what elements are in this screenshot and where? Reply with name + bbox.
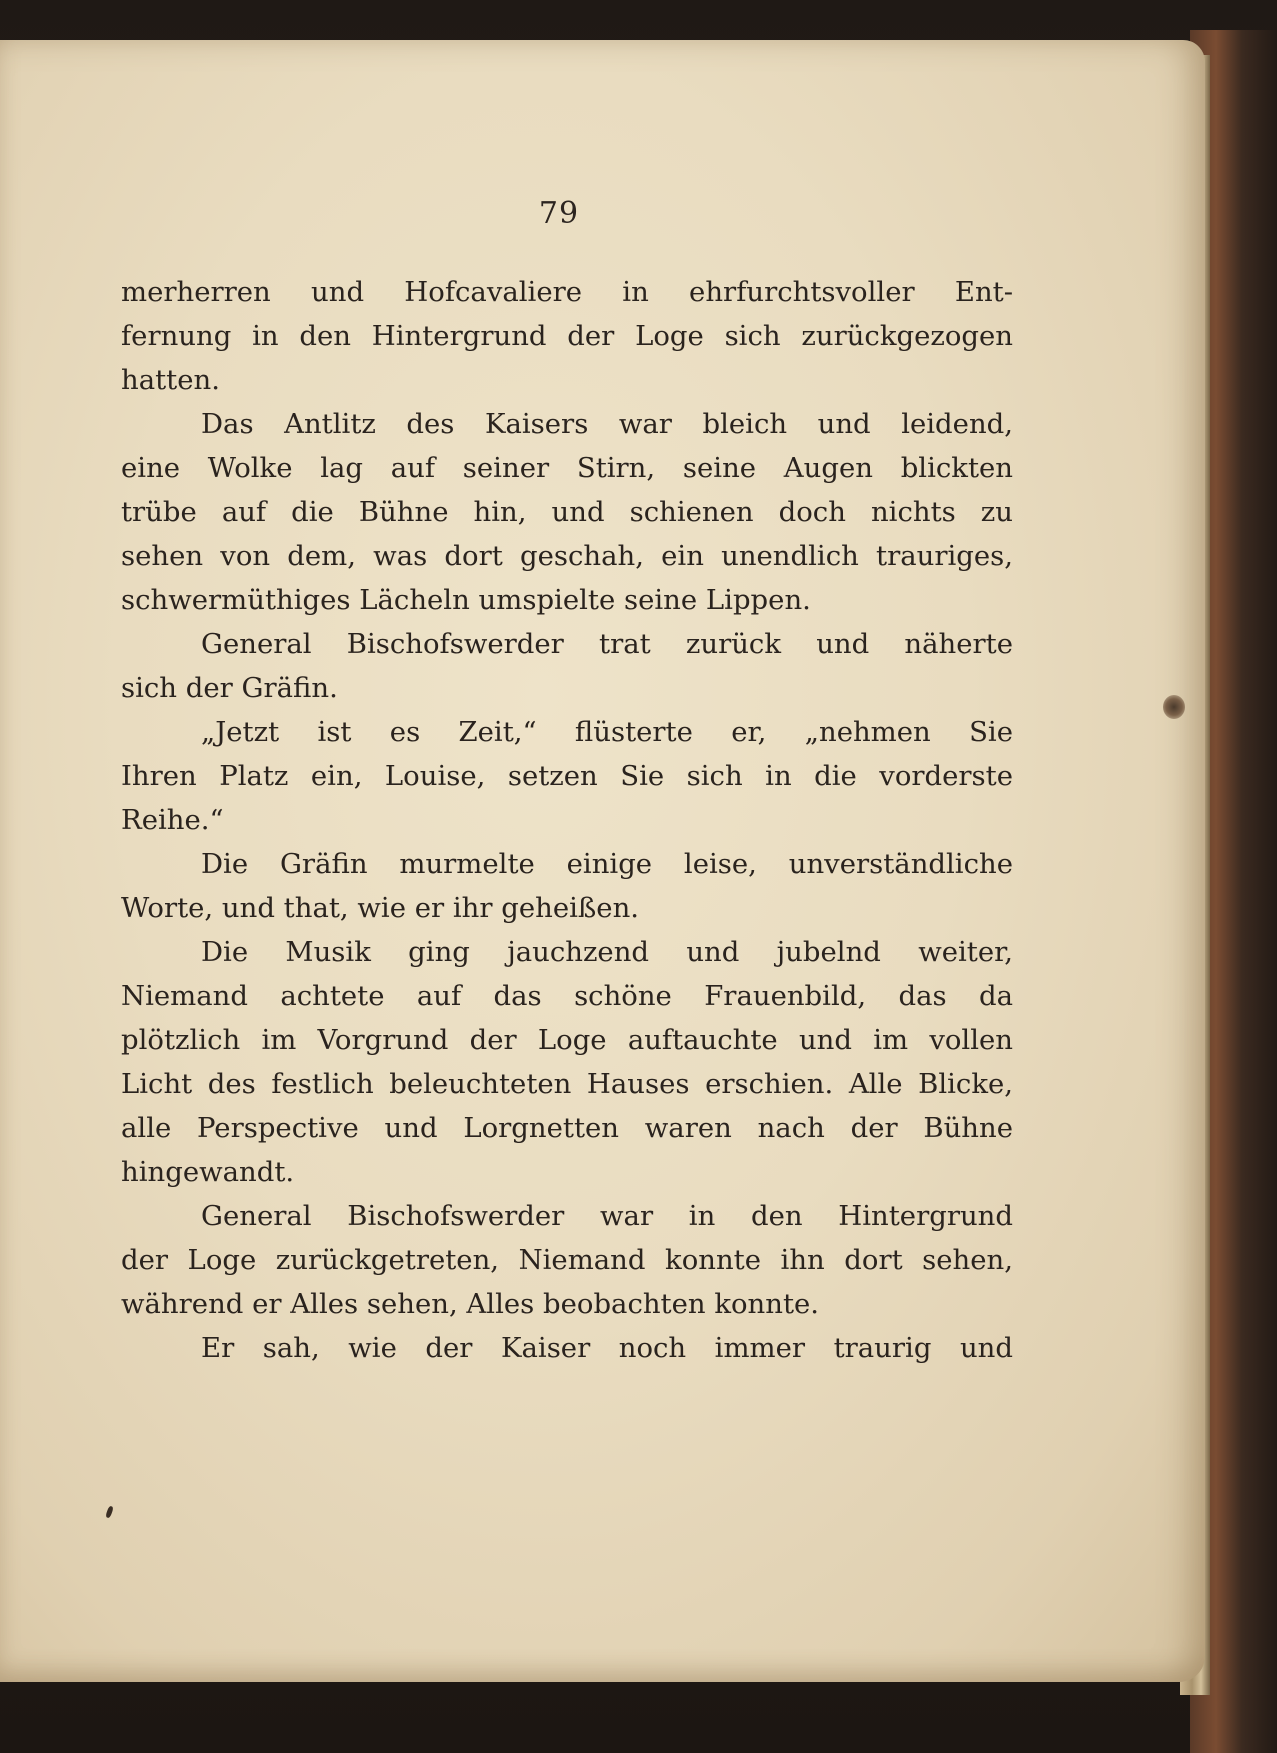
- text-line: schwermüthiges Lächeln umspielte seine Lippen.: [121, 584, 811, 616]
- text-line: sich der Gräfin.: [121, 672, 338, 704]
- text-line: „Jetzt ist es Zeit,“ flüsterte er, „nehmen Sie: [201, 716, 1013, 748]
- text-line: Die Musik ging jauchzend und jubelnd weiter,: [201, 936, 1013, 968]
- text-line: der Loge zurückgetreten, Niemand konnte ihn dort sehen,: [121, 1244, 1013, 1276]
- text-line: fernung in den Hintergrund der Loge sich zurückgezogen: [121, 320, 1013, 352]
- text-line: während er Alles sehen, Alles beobachten konnte.: [121, 1288, 820, 1320]
- page-body-text: [121, 270, 1013, 1370]
- text-line: hingewandt.: [121, 1156, 295, 1188]
- text-line: merherren und Hofcavaliere in ehrfurchtsvoller Ent-: [121, 276, 1013, 308]
- text-line: General Bischofswerder war in den Hintergrund: [201, 1200, 1013, 1232]
- text-line: General Bischofswerder trat zurück und näherte: [201, 628, 1013, 660]
- text-line: Das Antlitz des Kaisers war bleich und leidend,: [201, 408, 1013, 440]
- ink-speck: [105, 1506, 114, 1519]
- page-number: 79: [538, 196, 580, 231]
- text-line: alle Perspective und Lorgnetten waren nach der Bühne: [121, 1112, 1013, 1144]
- text-line: Worte, und that, wie er ihr geheißen.: [121, 892, 640, 924]
- text-line: Licht des festlich beleuchteten Hauses erschien. Alle Blicke,: [121, 1068, 1013, 1100]
- text-line: eine Wolke lag auf seiner Stirn, seine Augen blickten: [121, 452, 1013, 484]
- text-line: Niemand achtete auf das schöne Frauenbild, das da: [121, 980, 1013, 1012]
- text-line: hatten.: [121, 364, 220, 396]
- text-line: Die Gräfin murmelte einige leise, unverständliche: [201, 848, 1013, 880]
- foxing-stain: [1163, 695, 1185, 719]
- text-line: sehen von dem, was dort geschah, ein unendlich trauriges,: [121, 540, 1013, 572]
- text-line: Er sah, wie der Kaiser noch immer traurig und: [201, 1332, 1013, 1364]
- text-line: Reihe.“: [121, 804, 224, 836]
- text-line: Ihren Platz ein, Louise, setzen Sie sich in die vorderste: [121, 760, 1013, 792]
- text-line: plötzlich im Vorgrund der Loge auftauchte und im vollen: [121, 1024, 1013, 1056]
- text-line: trübe auf die Bühne hin, und schienen doch nichts zu: [121, 496, 1013, 528]
